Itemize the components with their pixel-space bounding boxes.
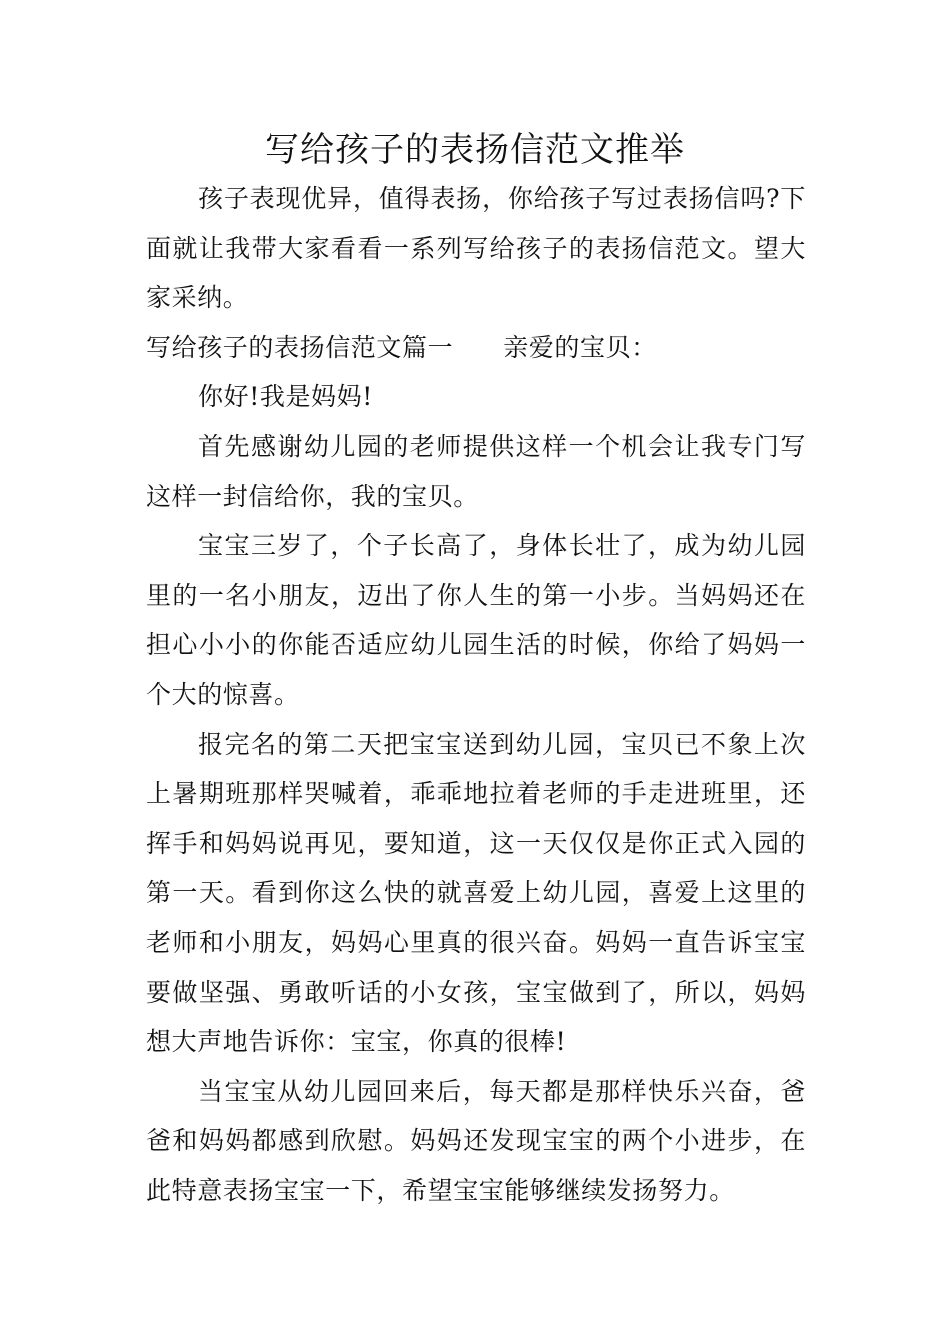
body-paragraph: 当宝宝从幼儿园回来后，每天都是那样快乐兴奋，爸爸和妈妈都感到欣慰。妈妈还发现宝宝的两个小进步，在此特意表扬宝宝一下，希望宝宝能够继续发扬努力。 [146,1076,806,1205]
body-paragraph: 宝宝三岁了，个子长高了，身体长壮了，成为幼儿园里的一名小朋友，迈出了你人生的第一小步。当妈妈还在担心小小的你能否适应幼儿园生活的时候，你给了妈妈一个大的惊喜。 [146,531,806,709]
intro-paragraph: 孩子表现优异，值得表扬，你给孩子写过表扬信吗?下面就让我带大家看看一系列写给孩子的表扬信范文。望大家采纳。 [146,184,806,313]
section-heading: 写给孩子的表扬信范文篇一 [146,332,454,362]
document-body [146,174,806,1215]
body-paragraph: 你好!我是妈妈! [198,382,373,412]
document-title: 写给孩子的表扬信范文推举 [265,130,685,170]
salutation: 亲爱的宝贝： [503,332,657,362]
body-paragraph: 首先感谢幼儿园的老师提供这样一个机会让我专门写这样一封信给你，我的宝贝。 [146,431,806,511]
body-paragraph: 报完名的第二天把宝宝送到幼儿园，宝贝已不象上次上暑期班那样哭喊着，乖乖地拉着老师的手走进班里，还挥手和妈妈说再见，要知道，这一天仅仅是你正式入园的第一天。看到你这么快的就喜爱上幼儿园，喜爱上这里的老师和小朋友，妈妈心里真的很兴奋。妈妈一直告诉宝宝要做坚强、勇敢听话的小女孩，宝宝做到了，所以，妈妈想大声地告诉你：宝宝，你真的很棒! [146,729,806,1057]
section-heading-line [146,323,806,373]
